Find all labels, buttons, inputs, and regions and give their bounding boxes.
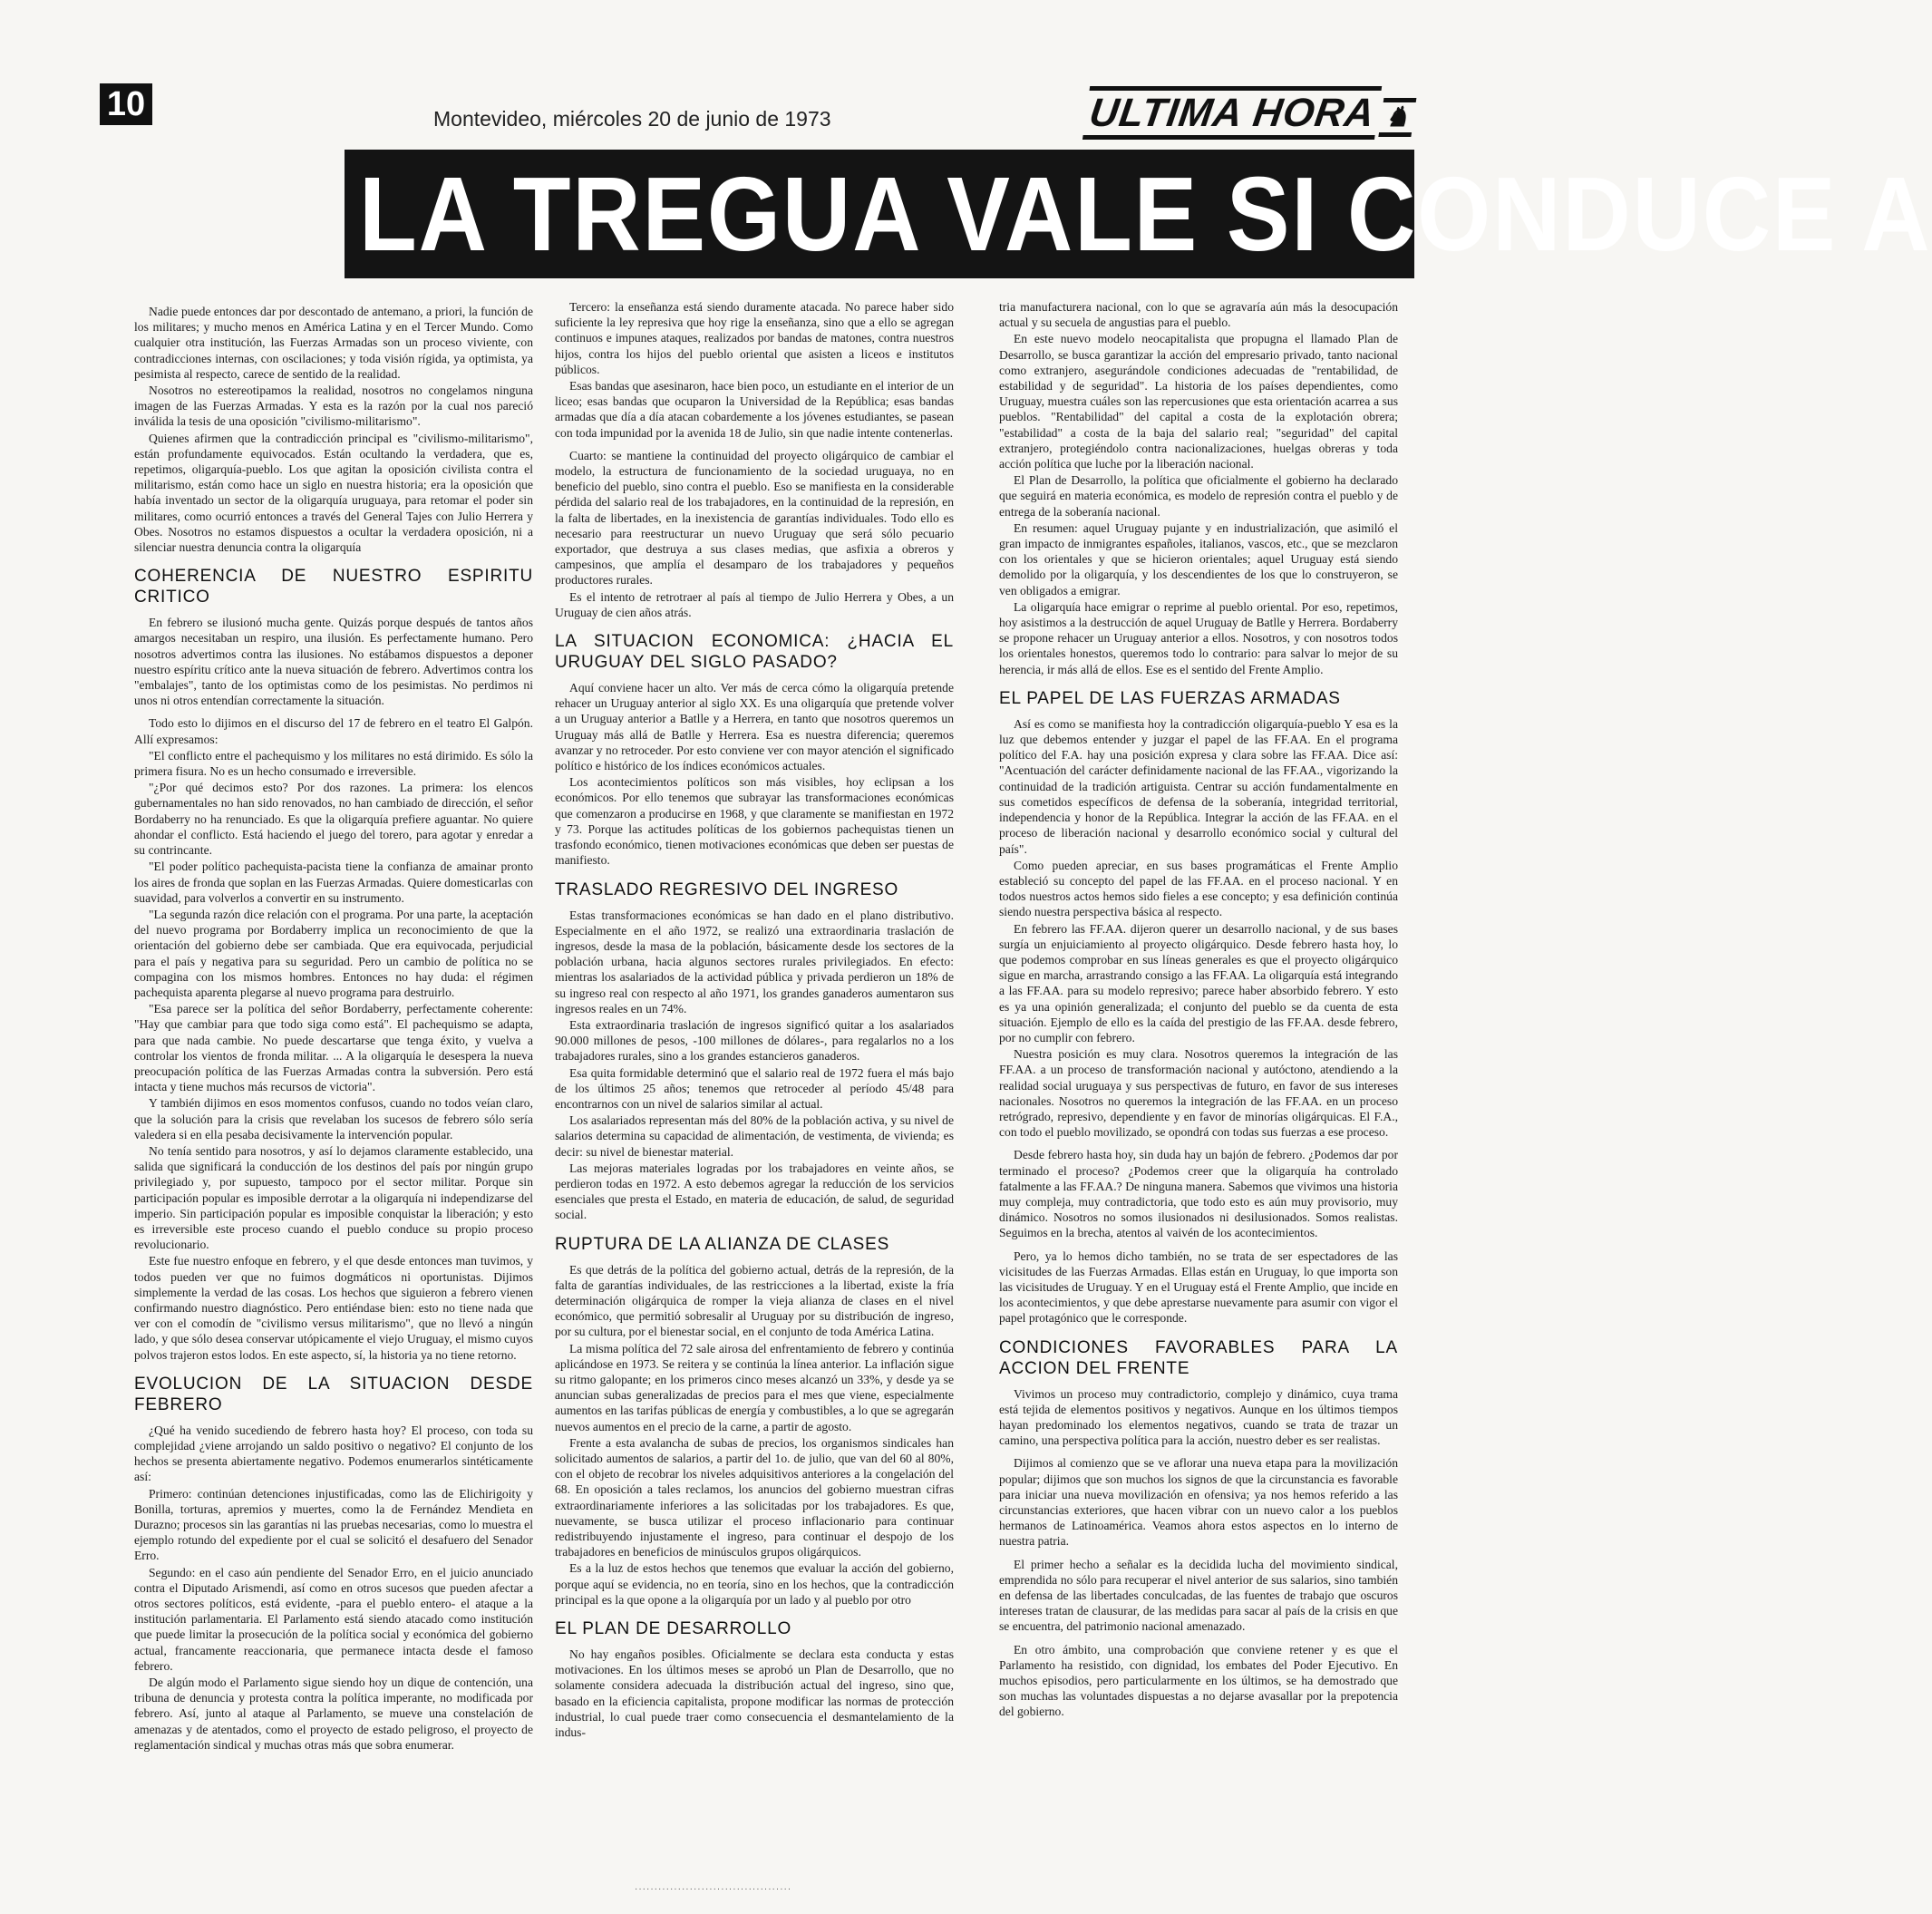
paragraph: Desde febrero hasta hoy, sin duda hay un bajón de febrero. ¿Podemos dar por terminado el proceso? ¿Podemos creer que la oligarquía ha controlado fatalmente a las FF.AA.? De ninguna manera. Sabemos que vivimos una historia muy compleja, muy contradictoria, que todo esto es aún muy provisorio, muy dinámico. Nosotros no somos ilusionados ni desilusionados. Somos realistas. Seguimos en la brecha, atentos al vaivén de los acontecimientos. <box>999 1148 1398 1240</box>
paragraph: Aquí conviene hacer un alto. Ver más de cerca cómo la oligarquía pretende rehacer un Uruguay anterior al siglo XX. Es una oligarquía que pretende volver a un Uruguay anterior a Batlle y a Herrera, en tanto que nosotros queremos un Uruguay más allá de Batlle y Herrera. Esa es nuestra diferencia; queremos avanzar y no retroceder. Por esto conviene ver con mayor atención el significado político e histórico de los índices económicos actuales. <box>555 681 954 773</box>
section-heading: COHERENCIA DE NUESTRO ESPIRITU CRITICO <box>134 567 533 607</box>
article-column-3 <box>999 299 1398 1720</box>
paragraph: Nuestra posición es muy clara. Nosotros queremos la integración de las FF.AA. a un proceso de transformación nacional y autóctono, atendiendo a la realidad social uruguaya y sus perspectivas de futuro, en favor de sus intereses nacionales. Nosotros no queremos la integración de las FF.AA. en un proceso retrógrado, represivo, dependiente y en favor de minorías oligárquicas. El F.A., con todo el pueblo movilizado, se opondrá con todas sus fuerzas a ese proceso. <box>999 1047 1398 1140</box>
paragraph: "Esa parece ser la política del señor Bordaberry, perfectamente coherente: "Hay que cambiar para que todo siga como está". El pachequismo se adapta, para que nada cambie. No puede descartarse que tenga éxito, y vuelva a controlar los vientos de fronda militar. ... A la oligarquía le desespera la nueva preocupación política de las Fuerzas Armadas contra la subversión. Pero está intacta y tiene muchos más recursos de victoria". <box>134 1002 533 1094</box>
article-column-2 <box>555 299 954 1740</box>
paragraph: En resumen: aquel Uruguay pujante y en industrialización, que asimiló el gran impacto de inmigrantes españoles, italianos, vascos, etc., que se mezclaron con los orientales y que se hicieron orientales; aquel Uruguay está siendo demolido por la oligarquía, y los descendientes de los que lo construyeron, se ven obligados a emigrar. <box>999 520 1398 598</box>
paragraph: Así es como se manifiesta hoy la contradicción oligarquía-pueblo Y esa es la luz que debemos entender y juzgar el papel de las FF.AA. En el programa político del F.A. hay una posición expresa y clara sobre las FF.AA. Dice así: "Acentuación del carácter definidamente nacional de las FF.AA., vigorizando la continuidad de la tradición artiguista. Centrar su acción fundamentalmente en sus cometidos específicos de defensa de la soberanía, integridad territorial, independencia y honor de la República. Integrar la acción de las FF.AA. en el proceso de liberación nacional y desarrollo económico social y cultural del país". <box>999 716 1398 856</box>
paragraph: Esa quita formidable determinó que el salario real de 1972 fuera el más bajo de los últimos 25 años; tenemos que retroceder al período 45/48 para encontrarnos con un nivel de salarios similar al actual. <box>555 1065 954 1111</box>
section-heading: EL PLAN DE DESARROLLO <box>555 1619 792 1639</box>
paragraph: "El poder político pachequista-pacista tiene la confianza de amainar pronto los aires de fronda que soplan en las Fuerzas Armadas. Quiere domesticarlas con suavidad, para volverlos a convertir en su instrumento. <box>134 860 533 905</box>
paragraph: Vivimos un proceso muy contradictorio, complejo y dinámico, cuya trama está tejida de elementos positivos y negativos. Aunque en los últimos tiempos hayan predominado los elementos negativos, cuando se trata de trazar un camino, una perspectiva política para la acción, nuestro deber es ser realistas. <box>999 1386 1398 1448</box>
paragraph: Los asalariados representan más del 80% de la población activa, y su nivel de salarios determina su capacidad de alimentación, de vestimenta, de vivienda; es decir: su nivel de bienestar material. <box>555 1113 954 1159</box>
paragraph: En febrero las FF.AA. dijeron querer un desarrollo nacional, y de sus bases surgía un enjuiciamiento al proyecto oligárquico. Desde febrero hasta hoy, lo que podemos comprobar en sus líneas generales es que el proyecto oligárquico sigue en marcha, arrastrando consigo a las FF.AA. La oligarquía está integrando a las FF.AA. para su modelo represivo; parece haber absorbido febrero. Y esto es ya una opinión generalizada; el conjunto del pueblo se da cuenta de esta situación. Ejemplo de ello es la caída del prestigio de las FF.AA. desde febrero, por no cumplir con febrero. <box>999 921 1398 1044</box>
masthead-text: ULTIMA HORA <box>1083 86 1382 140</box>
headline-banner <box>345 150 1932 278</box>
paragraph: En otro ámbito, una comprobación que conviene retener y es que el Parlamento ha resistido, con dignidad, los embates del Poder Ejecutivo. En muchos episodios, pero particularmente en los últimos, se ha demostrado que son muchas las voluntades dispuestas a no dejarse avasallar por la prepotencia del gobierno. <box>999 1642 1398 1719</box>
paragraph: No hay engaños posibles. Oficialmente se declara esta conducta y estas motivaciones. En los últimos meses se aprobó un Plan de Desarrollo, que no solamente considera adecuada la distribución actual del ingreso, sino que, basado en la eficiencia capitalista, propone modificar las normas de protección industrial, lo cual puede traer como consecuencia el desmantelamiento de la indus- <box>555 1647 954 1740</box>
section-heading: LA SITUACION ECONOMICA: ¿HACIA EL URUGUAY DEL SIGLO PASADO? <box>555 632 954 673</box>
section-heading: CONDICIONES FAVORABLES PARA LA ACCION DEL FRENTE <box>999 1337 1398 1378</box>
paragraph: "La segunda razón dice relación con el programa. Por una parte, la aceptación del nuevo programa por Bordaberry implica un reconocimiento de que la orientación del gobierno debe ser cambiada. Que era equivocada, perjudicial para el país y negativa para su seguridad. Pero un cambio de política no se compagina con los mismos hombres. Entonces no hay duda: el régimen pachequista aparenta plegarse al nuevo programa para destruirlo. <box>134 907 533 999</box>
paragraph: Y también dijimos en esos momentos confusos, cuando no todos veían claro, que la solución para la crisis que revelaban los sucesos de febrero sólo sería valedera si en ella pesaba decisivamente la intervención popular. <box>134 1096 533 1142</box>
paragraph: Pero, ya lo hemos dicho también, no se trata de ser espectadores de las vicisitudes de las Fuerzas Armadas. Ellas están en Uruguay, lo que importa son las vicisitudes de Uruguay. Y en el Uruguay está el Frente Amplio, que incide en los acontecimientos, y que debe aprestarse nuevamente para asumir con vigor el papel protagónico que le corresponde. <box>999 1248 1398 1326</box>
masthead-logo <box>1083 91 1417 136</box>
paragraph: Estas transformaciones económicas se han dado en el plano distributivo. Especialmente en el año 1972, se realizó una extraordinaria traslación de ingresos, desde la masa de la población, básicamente desde los sectores de la población urbana, hacia algunos sectores rurales privilegiados. En efecto: mientras los asalariados de la actividad pública y privada perdieron un 18% de su ingreso real con respecto al año 1971, los grandes ganaderos aumentaron sus ingresos reales en un 74%. <box>555 908 954 1015</box>
paragraph: En febrero se ilusionó mucha gente. Quizás porque después de tantos años amargos necesitaban un respiro, una ilusión. Es perfectamente humano. Pero nosotros advertimos contra las ilusiones. No estábamos dispuestos a deponer nuestro espíritu crítico ante la nueva situación de febrero. Advertimos contra los "embalajes", tanto de los optimistas como de los pesimistas. No perdimos ni unos ni otros entendían correctamente la situación. <box>134 616 533 708</box>
section-heading: EVOLUCION DE LA SITUACION DESDE FEBRERO <box>134 1374 533 1414</box>
headline: LA TREGUA VALE SI CONDUCE A <box>359 155 1932 273</box>
paragraph: Quienes afirmen que la contradicción principal es "civilismo-militarismo", están profundamente equivocados. Están ocultando la verdadera, que es, repetimos, oligarquía-pueblo. Los que agitan la oposición civilista contra el militarismo, están como hace un siglo en nuestra historia; era la oposición que había inventado un sector de la oligarquía uruguaya, para retomar el poder sin militares, como ocurrió entonces a través del General Tajes con Julio Herrera y Obes. Nosotros no estamos dispuestos a ocultar la verdadera oposición, ni a silenciar nuestra denuncia contra la oligarquía <box>134 431 533 555</box>
paragraph: Esas bandas que asesinaron, hace bien poco, un estudiante en el interior de un liceo; esas bandas que ocuparon la Universidad de la República; esas bandas armadas que día a día atacan cobardemente a los jóvenes estudiantes, se pasean con toda impunidad por la avenida 18 de Julio, sin que nadie intente contenerlas. <box>555 379 954 440</box>
paragraph: tria manufacturera nacional, con lo que se agravaría aún más la desocupación actual y su secuela de angustias para el pueblo. <box>999 300 1398 330</box>
paragraph: Como pueden apreciar, en sus bases programáticas el Frente Amplio estableció su concepto del papel de las FF.AA. en el proceso nacional. Y en todos nuestros actos hemos sido fieles a ese concepto; y esa definición continúa siendo nuestra perspectiva básica al respecto. <box>999 858 1398 919</box>
paragraph: La misma política del 72 sale airosa del enfrentamiento de febrero y continúa aplicándose en 1973. Se reitera y se continúa la línea anterior. La inflación sigue su ritmo galopante; en los primeros cinco meses alcanzó un 33%, y desde ya se anuncian subas generalizadas de precios para el mes que viene, especialmente aumentos en las tarifas públicas de energía y combustibles, a lo que se agregarán nuevos aumentos en el precio de la carne, a partir de agosto. <box>555 1341 954 1433</box>
article-column-1 <box>134 304 533 1753</box>
horse-logo-icon: ♞ <box>1378 98 1416 137</box>
paragraph: Es que detrás de la política del gobierno actual, detrás de la represión, de la falta de garantías individuales, de las restricciones a la libertad, existe la fría determinación oligárquica de romper la vieja alianza de clases en el nivel económico, que permitió sobresalir al Uruguay por su distribución de ingreso, por su cultura, por el bienestar social, en el conjunto de toda América Latina. <box>555 1262 954 1339</box>
paragraph: Esta extraordinaria traslación de ingresos significó quitar a los asalariados 90.000 millones de pesos, -100 millones de dólares-, para regalarlos no a los trabajadores rurales, sino a los grandes estancieros ganaderos. <box>555 1017 954 1064</box>
paragraph: La oligarquía hace emigrar o reprime al pueblo oriental. Por eso, repetimos, hoy asistimos a la destrucción de aquel Uruguay de Batlle y Herrera. Bordaberry se propone rehacer un Uruguay anterior a ellos. Nosotros, y con nosotros todos los orientales honestos, queremos todo lo contrario: para salvar lo mejor de su herencia, ir más allá de ellos. Ese es el sentido del Frente Amplio. <box>999 599 1398 676</box>
paragraph: "¿Por qué decimos esto? Por dos razones. La primera: los elencos gubernamentales no han sido renovados, no han cambiado de dirección, el señor Bordaberry no ha renunciado. Es que la oligarquía prefiere aguantar. No quiere ahondar el conflicto. Está haciendo el juego del torero, para agotar y enredar a su contrincante. <box>134 781 533 858</box>
section-heading: RUPTURA DE LA ALIANZA DE CLASES <box>555 1234 890 1254</box>
paragraph: Es a la luz de estos hechos que tenemos que evaluar la acción del gobierno, porque aquí se evidencia, no en teoría, sino en los hechos, que la contradicción principal es la que opone a la oligarquía por un lado y al pueblo por otro <box>555 1561 954 1607</box>
paragraph: El Plan de Desarrollo, la política que oficialmente el gobierno ha declarado que seguirá en materia económica, es modelo de represión contra el pueblo y de entrega de la soberanía nacional. <box>999 473 1398 519</box>
dateline: Montevideo, miércoles 20 de junio de 1973 <box>433 107 831 131</box>
footer-rule: ········································ <box>635 1884 792 1894</box>
section-heading: TRASLADO REGRESIVO DEL INGRESO <box>555 879 899 899</box>
paragraph: En este nuevo modelo neocapitalista que propugna el llamado Plan de Desarrollo, se busca garantizar la acción del empresario privado, tanto nacional como extranjero, asegurándole condiciones adecuadas de "rentabilidad, de estabilidad y de seguridad". La historia de los países dependientes, como Uruguay, muestra cuáles son las repercusiones que esta orientación acarrea a sus pueblos. "Rentabilidad" del capital a costa de la explotación obrera; "estabilidad" a costa de la baja del salario real; "seguridad" del capital extranjero, protegiéndolo contra nacionalizaciones, huelgas obreras y toda acción política que luche por la liberación nacional. <box>999 332 1398 471</box>
paragraph: No tenía sentido para nosotros, y así lo dejamos claramente establecido, una salida que significará la conducción de los destinos del país por ningún grupo privilegiado y, por supuesto, tampoco por el sector militar. Porque sin participación popular es imposible derrotar a la oligarquía ni independizarse del imperio. Sin participación popular es imposible conquistar la liberación; y esto es irreversible este proceso cuando el pueblo conduce su propio proceso revolucionario. <box>134 1143 533 1252</box>
paragraph: Nadie puede entonces dar por descontado de antemano, a priori, la función de los militares; y mucho menos en América Latina y en el Tercer Mundo. Como cualquier otra institución, las Fuerzas Armadas son un proceso viviente, con contradicciones internas, con oscilaciones; y toda visión rígida, ya optimista, ya pesimista al respecto, carece de sentido de la realidad. <box>134 305 533 381</box>
paragraph: Tercero: la enseñanza está siendo duramente atacada. No parece haber sido suficiente la ley represiva que hoy rige la enseñanza, sino que a ello se agregan continuos e impunes ataques, realizados por bandas de matones, contra nuestros hijos, contra los hijos del pueblo oriental que asisten a liceos e institutos públicos. <box>555 300 954 376</box>
paragraph: Las mejoras materiales logradas por los trabajadores en veinte años, se perdieron todas en 1972. A esto debemos agregar la reducción de los servicios esenciales que presta el Estado, en materia de educación, de salud, de seguridad social. <box>555 1161 954 1222</box>
paragraph: De algún modo el Parlamento sigue siendo hoy un dique de contención, una tribuna de denuncia y protesta contra la política imperante, no modificada por febrero. Así, junto al ataque al Parlamento, se mueve una constelación de amenazas y de atentados, como el proyecto de estado peligroso, el proyecto de reglamentación sindical y muchas otras más que sobra enumerar. <box>134 1676 533 1752</box>
section-heading: EL PAPEL DE LAS FUERZAS ARMADAS <box>999 688 1341 708</box>
paragraph: Este fue nuestro enfoque en febrero, y el que desde entonces man tuvimos, y todos pueden ver que no fuimos dogmáticos ni oportunistas. Dijimos simplemente la verdad de las cosas. Los hechos que siguieron a febrero vienen confirmando nuestro diagnóstico. Pero entiéndase bien: esto no tiene nada que ver con el comodín de "civilismo versus militarismo", que no llevó a ningún lado, y que sólo desea conservar utópicamente el viejo Uruguay, el mismo cuyos polvos trajeron estos lodos. En este aspecto, sí, la historia ya no tiene retorno. <box>134 1254 533 1362</box>
paragraph: Nosotros no estereotipamos la realidad, nosotros no congelamos ninguna imagen de las Fuerzas Armadas. Y esta es la razón por la cual nos pareció inválida la tesis de una oposición "civilismo-militarismo". <box>134 384 533 429</box>
paragraph: Primero: continúan detenciones injustificadas, como las de Elichirigoity y Bonilla, torturas, apremios y muertes, como la de Fernández Mendieta en Durazno; procesos sin las garantías ni las pruebas necesarias, como lo muestra el ejemplo rotundo del expediente por el cual se solicitó el desafuero del Senador Erro. <box>134 1486 533 1563</box>
paragraph: Cuarto: se mantiene la continuidad del proyecto oligárquico de cambiar el modelo, la estructura de funcionamiento de la sociedad uruguaya, no en beneficio del pueblo, sino contra el pueblo. Eso se manifiesta en la considerable pérdida del salario real de los trabajadores, en la continuidad de la represión, en la falta de libertades, en la inexistencia de garantías individuales. Todo ello es necesario para reestructurar un nuevo Uruguay que será sólo pecuario exportador, que destruya a sus clases medias, que asfixia a obreros y campesinos, que amplía el desamparo de los trabajadores y pequeños productores rurales. <box>555 448 954 588</box>
paragraph: Dijimos al comienzo que se ve aflorar una nueva etapa para la movilización popular; dijimos que son muchos los signos de que la circunstancia es favorable para iniciar una nueva movilización en ofensiva; ya nos hemos referido a las circunstancias exteriores, que hacen vibrar con un nuevo calor a los pueblos hermanos de Latinoamérica. Veamos ahora estos aspectos en lo interno de nuestra patria. <box>999 1456 1398 1549</box>
paragraph: "El conflicto entre el pachequismo y los militares no está dirimido. Es sólo la primera fisura. No es un hecho consumado e irreversible. <box>134 748 533 779</box>
paragraph: Segundo: en el caso aún pendiente del Senador Erro, en el juicio anunciado contra el Diputado Arismendi, así como en otros sucesos que pueden afectar a otros sectores políticos, está evidente, -para el pueblo entero- el ataque a la institución parlamentaria. El Parlamento está siendo atacado como institución que puede limitar la prosecución de la política social y económica del gobierno actual, francamente reaccionaria, que permanece intacta desde el famoso febrero. <box>134 1565 533 1673</box>
paragraph: Frente a esta avalancha de subas de precios, los organismos sindicales han solicitado aumentos de salarios, a partir del 1o. de julio, que van del 60 al 80%, con el objeto de recobrar los niveles adquisitivos anteriores a la congelación del 68. En oposición a tales reclamos, los anuncios del gobierno muestran cifras extraordinariamente inferiores a las solicitadas por los trabajadores. Es que, nuevamente, se busca utilizar el proceso inflacionario para continuar redistribuyendo injustamente el ingreso, para continuar el despojo de los trabajadores en beneficios de minúsculos grupos oligárquicos. <box>555 1435 954 1559</box>
paragraph: Es el intento de retrotraer al país al tiempo de Julio Herrera y Obes, a un Uruguay de cien años atrás. <box>555 589 954 619</box>
paragraph: ¿Qué ha venido sucediendo de febrero hasta hoy? El proceso, con toda su complejidad ¿viene arrojando un saldo positivo o negativo? El conjunto de los hechos se presenta abiertamente negativo. Podemos enumerarlos sintéticamente así: <box>134 1423 533 1484</box>
page-number: 10 <box>100 83 152 125</box>
paragraph: Todo esto lo dijimos en el discurso del 17 de febrero en el teatro El Galpón. Allí expresamos: <box>134 716 533 746</box>
paragraph: El primer hecho a señalar es la decidida lucha del movimiento sindical, emprendida no sólo para recuperar el nivel anterior de sus salarios, sino también en defensa de las libertades conculcadas, de las fuentes de trabajo que oscuros intereses tratan de clausurar, de las medidas para sacar al país de la crisis en que se encuentra, del patrimonio nacional amenazado. <box>999 1557 1398 1634</box>
paragraph: Los acontecimientos políticos son más visibles, hoy eclipsan a los económicos. Por ello tenemos que subrayar las transformaciones económicas que comenzaron a producirse en 1968, y que claramente se manifiestan en 1972 y 73. Porque las actitudes políticas de los gobiernos pachequistas tienen un trasfondo económico, tienen motivaciones económicas que deben ser puestas de manifiesto. <box>555 775 954 868</box>
